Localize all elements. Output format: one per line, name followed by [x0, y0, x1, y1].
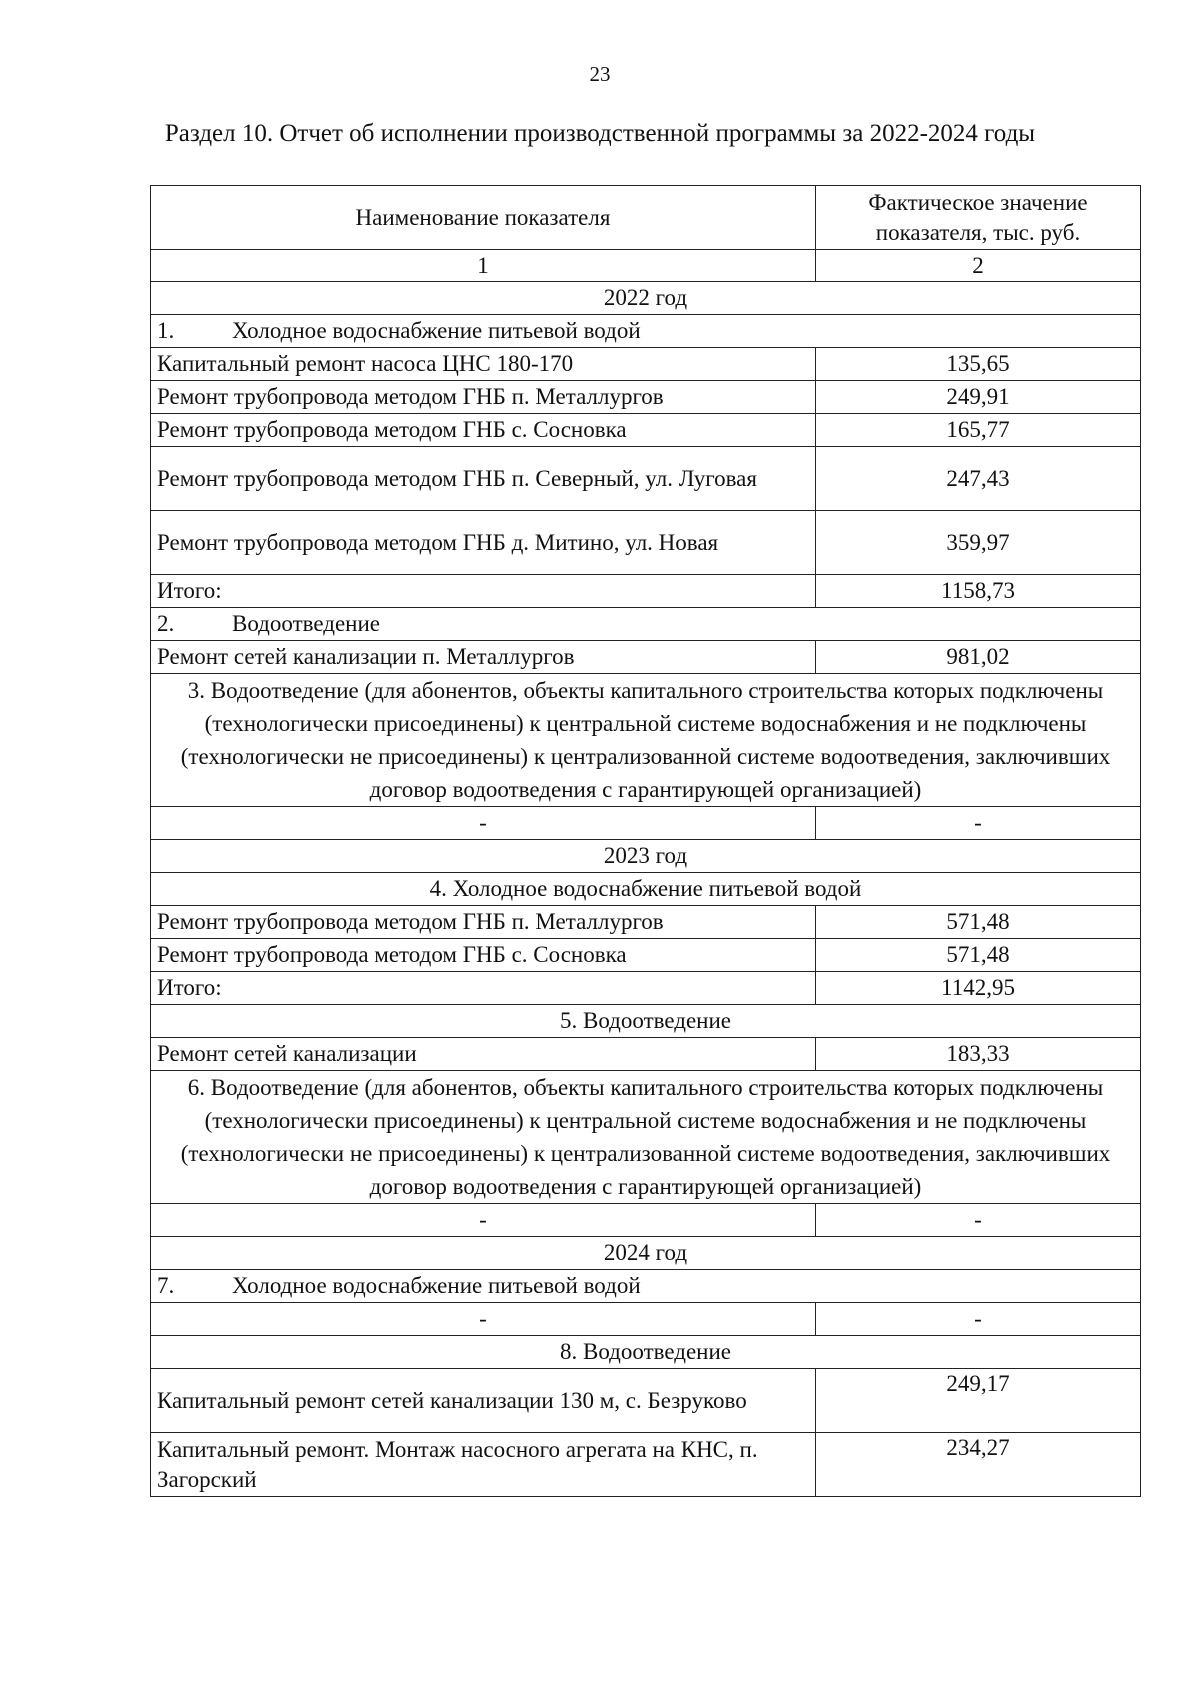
indicator-name: Ремонт трубопровода методом ГНБ д. Митино, ул. Новая	[151, 511, 816, 575]
indicator-name: Ремонт трубопровода методом ГНБ п. Металлургов	[151, 381, 816, 414]
total-label: Итого:	[151, 575, 816, 608]
section-title: 8. Водоотведение	[151, 1336, 1141, 1369]
empty-value-row	[151, 1204, 1141, 1237]
indicator-name: Капитальный ремонт. Монтаж насосного агрегата на КНС, п. Загорский	[151, 1433, 816, 1497]
column-number-row	[151, 250, 1141, 282]
indicator-name: Капитальный ремонт сетей канализации 130 м, с. Безруково	[151, 1369, 816, 1433]
table-row	[151, 1369, 1141, 1433]
dash-cell: -	[151, 1204, 816, 1237]
indicator-value: 135,65	[816, 348, 1141, 381]
year-row-2022	[151, 282, 1141, 315]
section-title: 4. Холодное водоснабжение питьевой водой	[151, 873, 1141, 906]
section-title	[151, 608, 1141, 641]
section-row-4	[151, 873, 1141, 906]
total-row	[151, 972, 1141, 1005]
total-value: 1158,73	[816, 575, 1141, 608]
table-header-row	[151, 186, 1141, 250]
empty-value-row	[151, 1303, 1141, 1336]
table-row	[151, 381, 1141, 414]
total-row	[151, 575, 1141, 608]
year-row-2023	[151, 840, 1141, 873]
indicator-name: Ремонт сетей канализации	[151, 1038, 816, 1071]
indicator-value: 571,48	[816, 906, 1141, 939]
empty-value-row	[151, 807, 1141, 840]
section-title	[151, 315, 1141, 348]
table-row	[151, 348, 1141, 381]
page-number: 23	[589, 62, 611, 86]
dash-cell: -	[151, 1303, 816, 1336]
table-row	[151, 414, 1141, 447]
total-label: Итого:	[151, 972, 816, 1005]
dash-cell: -	[816, 1303, 1141, 1336]
indicator-value: 247,43	[816, 447, 1141, 511]
section-title	[151, 1270, 1141, 1303]
indicator-value: 981,02	[816, 641, 1141, 674]
column-number-1: 1	[151, 250, 816, 282]
indicator-value: 183,33	[816, 1038, 1141, 1071]
dash-cell: -	[816, 1204, 1141, 1237]
indicator-value: 571,48	[816, 939, 1141, 972]
indicator-name: Ремонт трубопровода методом ГНБ п. Металлургов	[151, 906, 816, 939]
indicator-value: 249,91	[816, 381, 1141, 414]
section-title: 5. Водоотведение	[151, 1005, 1141, 1038]
report-table	[150, 185, 1141, 1497]
indicator-name: Капитальный ремонт насоса ЦНС 180-170	[151, 348, 816, 381]
table-row	[151, 906, 1141, 939]
indicator-value: 249,17	[816, 1369, 1141, 1433]
indicator-value: 359,97	[816, 511, 1141, 575]
section-row-6	[151, 1071, 1141, 1204]
year-label: 2024 год	[151, 1237, 1141, 1270]
indicator-name: Ремонт сетей канализации п. Металлургов	[151, 641, 816, 674]
year-label: 2023 год	[151, 840, 1141, 873]
total-value: 1142,95	[816, 972, 1141, 1005]
header-indicator-name: Наименование показателя	[151, 186, 816, 250]
year-row-2024	[151, 1237, 1141, 1270]
section-row-8	[151, 1336, 1141, 1369]
section-number: 7.	[157, 1273, 175, 1298]
table-row	[151, 641, 1141, 674]
section-row-3	[151, 674, 1141, 807]
section-row-1	[151, 315, 1141, 348]
section-row-7	[151, 1270, 1141, 1303]
table-row	[151, 447, 1141, 511]
indicator-name: Ремонт трубопровода методом ГНБ с. Сосновка	[151, 939, 816, 972]
indicator-name: Ремонт трубопровода методом ГНБ с. Сосновка	[151, 414, 816, 447]
section-name: Водоотведение	[232, 611, 380, 636]
section-title-long: 6. Водоотведение (для абонентов, объекты капитального строительства которых подключены (технологически присоединены) к центральной системе водоснабжения и не подключены (технологически не присоединены) к централизованной системе водоотведения, заключивших договор водоотведения с гарантирующей организацией)	[151, 1071, 1141, 1204]
indicator-value: 234,27	[816, 1433, 1141, 1497]
table-row	[151, 1433, 1141, 1497]
dash-cell: -	[816, 807, 1141, 840]
section-number: 1.	[157, 318, 175, 343]
table-row	[151, 939, 1141, 972]
header-actual-value: Фактическое значение показателя, тыс. руб.	[816, 186, 1141, 250]
year-label: 2022 год	[151, 282, 1141, 315]
table-row	[151, 1038, 1141, 1071]
section-row-5	[151, 1005, 1141, 1038]
section-row-2	[151, 608, 1141, 641]
section-name: Холодное водоснабжение питьевой водой	[232, 318, 641, 343]
dash-cell: -	[151, 807, 816, 840]
section-title-long: 3. Водоотведение (для абонентов, объекты капитального строительства которых подключены (технологически присоединены) к центральной системе водоснабжения и не подключены (технологически не присоединены) к централизованной системе водоотведения, заключивших договор водоотведения с гарантирующей организацией)	[151, 674, 1141, 807]
section-name: Холодное водоснабжение питьевой водой	[232, 1273, 641, 1298]
indicator-value: 165,77	[816, 414, 1141, 447]
document-title: Раздел 10. Отчет об исполнении производственной программы за 2022-2024 годы	[164, 120, 1036, 147]
table-row	[151, 511, 1141, 575]
section-number: 2.	[157, 611, 175, 636]
indicator-name: Ремонт трубопровода методом ГНБ п. Северный, ул. Луговая	[151, 447, 816, 511]
column-number-2: 2	[816, 250, 1141, 282]
